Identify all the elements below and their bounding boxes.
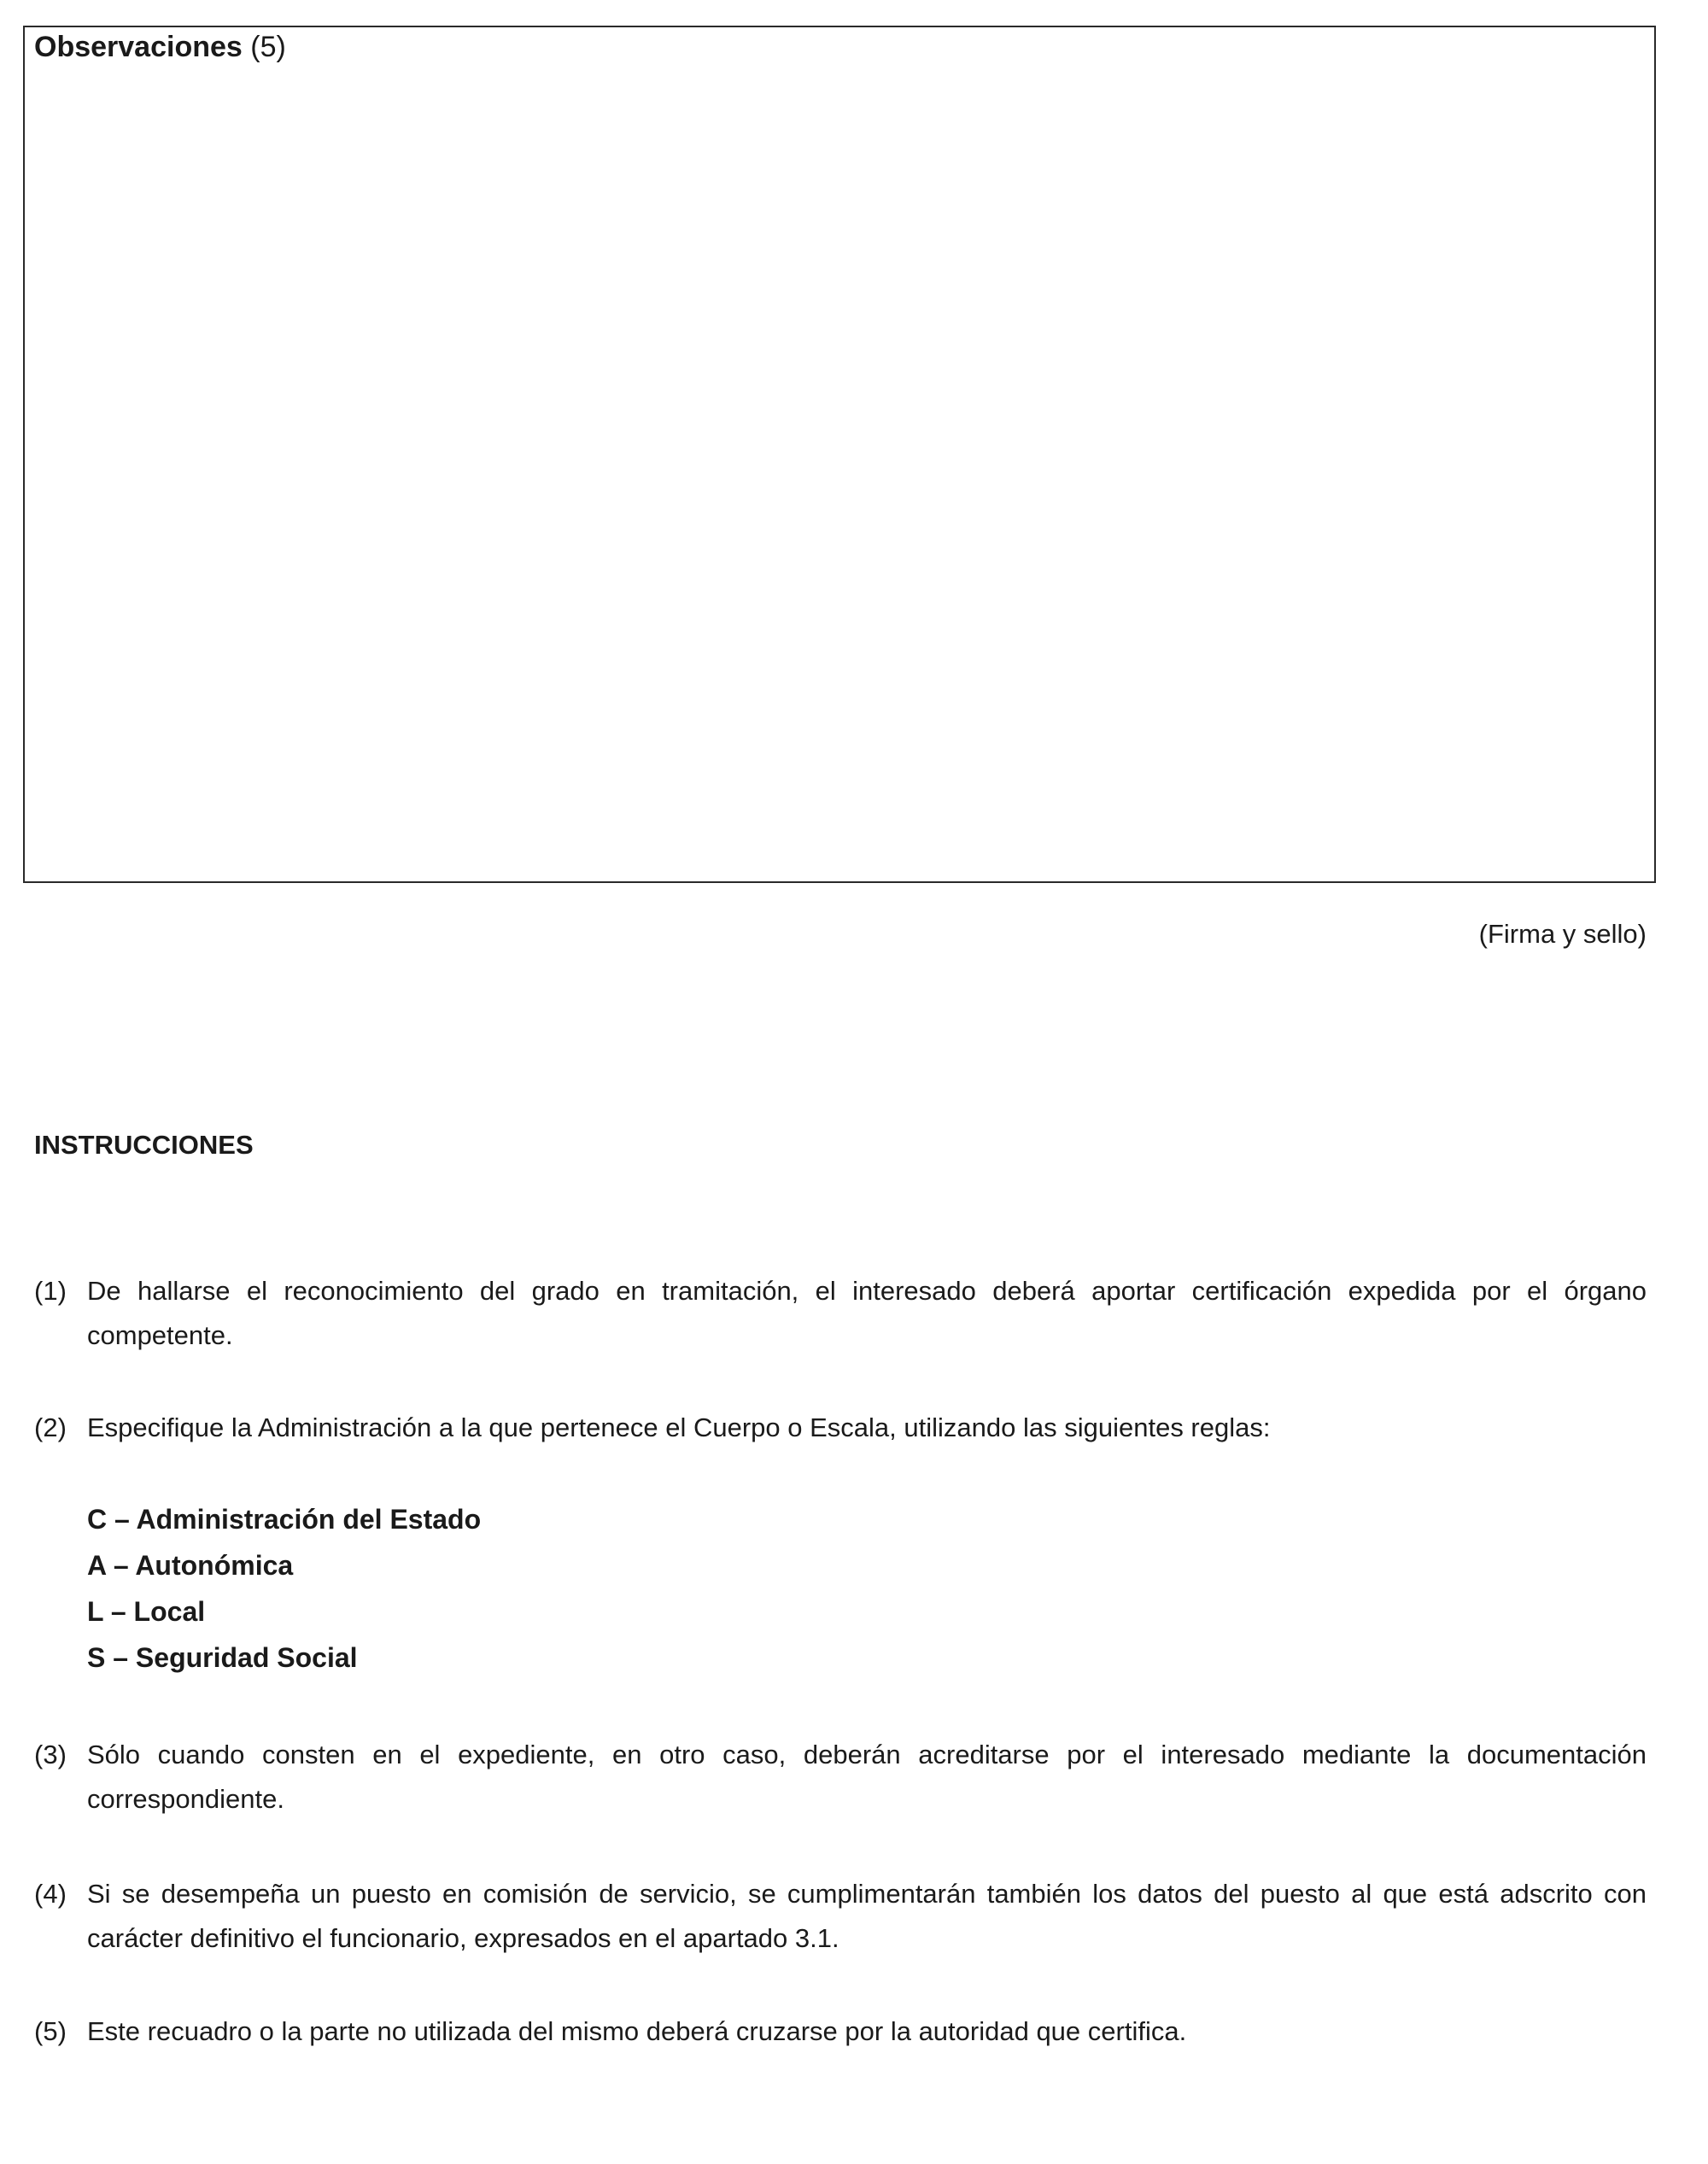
- note-4: [34, 1872, 1647, 1961]
- note-5: [34, 2009, 1647, 2054]
- rule-item-local: L – Local: [87, 1596, 206, 1627]
- note-1: [34, 1269, 1647, 1358]
- rule-item-autonomica: A – Autonómica: [87, 1550, 294, 1581]
- rule-item-estado: C – Administración del Estado: [87, 1504, 482, 1535]
- note-number: (3): [34, 1740, 67, 1769]
- note-text: De hallarse el reconocimiento del grado en tramitación, el interesado deberá aportar certificación expedida por el órgano competente.: [87, 1276, 1647, 1350]
- note-text: Sólo cuando consten en el expediente, en otro caso, deberán acreditarse por el interesado mediante la documentación correspondiente.: [87, 1740, 1647, 1814]
- note-number: (4): [34, 1879, 67, 1909]
- observaciones-ref: (5): [250, 31, 286, 63]
- observaciones-box[interactable]: [23, 26, 1656, 883]
- rule-item-seguridad-social: S – Seguridad Social: [87, 1642, 358, 1673]
- firma-y-sello: (Firma y sello): [1478, 919, 1647, 949]
- note-number: (5): [34, 2016, 67, 2046]
- instrucciones-heading: INSTRUCCIONES: [34, 1130, 254, 1160]
- note-3: [34, 1733, 1647, 1822]
- observaciones-label: Observaciones: [34, 31, 243, 63]
- note-text: Especifique la Administración a la que pertenece el Cuerpo o Escala, utilizando las siguientes reglas:: [87, 1412, 1271, 1442]
- note-2: [34, 1406, 1647, 1450]
- observaciones-title: [34, 30, 286, 64]
- note-text: Este recuadro o la parte no utilizada del mismo deberá cruzarse por la autoridad que certifica.: [87, 2016, 1187, 2046]
- administracion-rules-list: [87, 1496, 481, 1681]
- note-number: (2): [34, 1412, 67, 1442]
- note-text: Si se desempeña un puesto en comisión de servicio, se cumplimentarán también los datos del puesto al que está adscrito con carácter definitivo el funcionario, expresados en el apartado 3.1.: [87, 1879, 1647, 1953]
- note-number: (1): [34, 1276, 67, 1306]
